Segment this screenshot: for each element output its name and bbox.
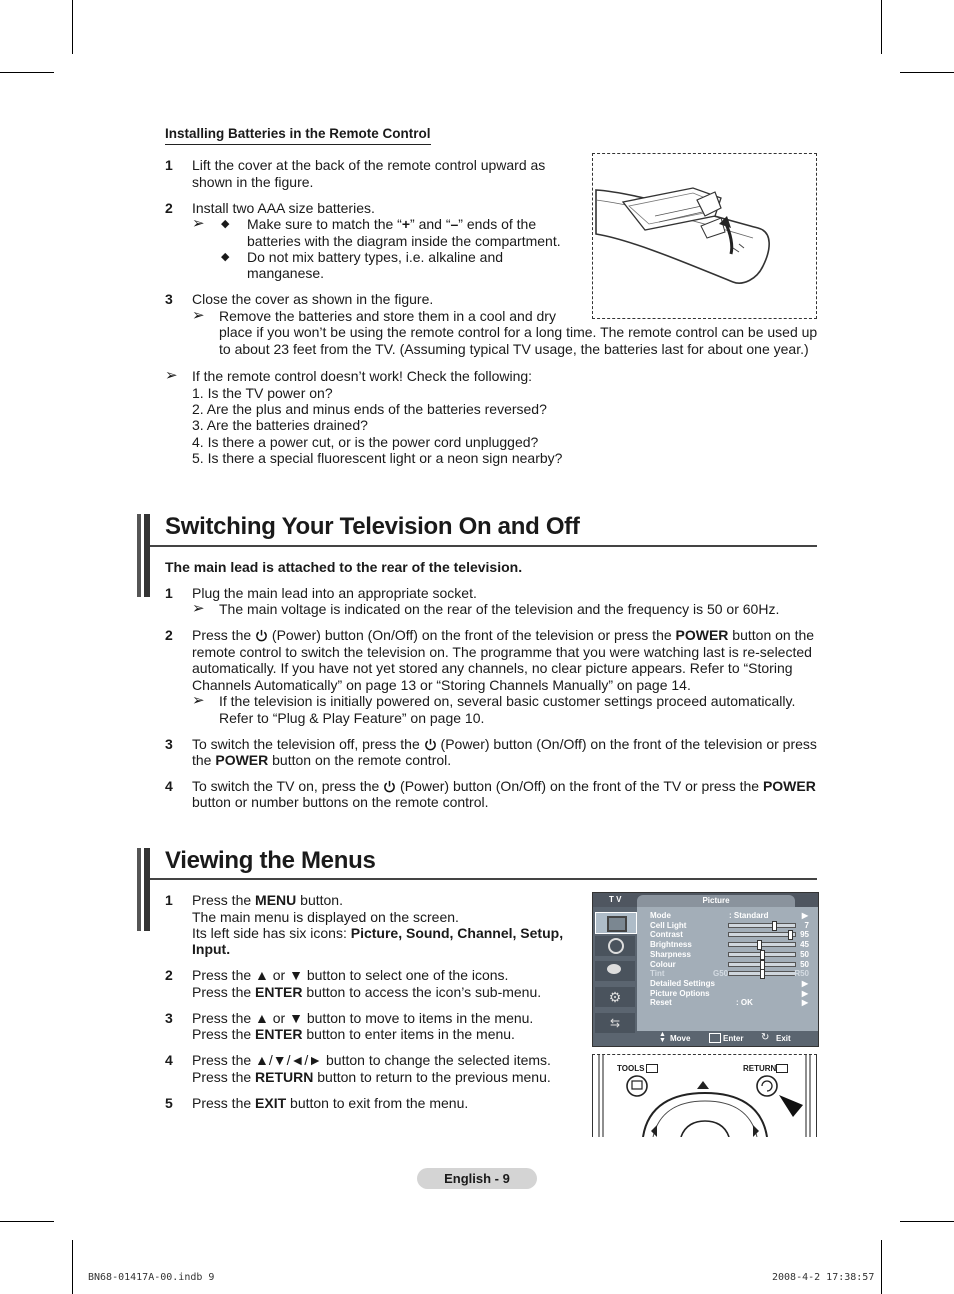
osd-slider-knob[interactable] (760, 950, 765, 960)
step-text: Lift the cover at the back of the remote control upward as (192, 157, 546, 173)
note-text: If the television is initially powered on, several basic customer settings proceed automatically. (219, 693, 796, 709)
step-number: 2 (165, 200, 173, 216)
sound-icon[interactable] (595, 936, 635, 956)
osd-slider[interactable] (728, 942, 796, 947)
step-text: To switch the TV on, press the (Power) button (On/Off) on the front of the TV or press the POWER (192, 778, 816, 794)
step-text: Channels Automatically” on page 13 or “Storing Channels Manually” on page 14. (192, 677, 691, 693)
right-arrow-icon: ▶ (801, 911, 808, 920)
check-text: 5. Is there a special fluorescent light or a neon sign nearby? (192, 450, 563, 466)
heading-bar (137, 848, 141, 931)
note-text: Remove the batteries and store them in a cool and dry (219, 308, 556, 324)
diamond-bullet-icon: ◆ (221, 218, 230, 230)
crop-mark (881, 0, 882, 54)
step-number: 1 (165, 585, 173, 601)
step-text: Its left side has six icons: Picture, Sound, Channel, Setup, (192, 925, 564, 941)
osd-row-value: 45 (800, 940, 809, 950)
step-text: Press the ENTER button to enter items in the menu. (192, 1026, 515, 1042)
check-text: 3. Are the batteries drained? (192, 417, 368, 433)
step-text: Press the MENU button. (192, 892, 343, 908)
osd-row-label[interactable]: Contrast (650, 930, 683, 940)
step-number: 4 (165, 1052, 173, 1068)
nav-move-label: Move (670, 1034, 691, 1043)
step-text: The main menu is displayed on the screen. (192, 909, 459, 925)
heading-rule (150, 878, 817, 880)
osd-slider-knob[interactable] (788, 930, 793, 940)
return-label: RETURN (743, 1064, 777, 1073)
note-text: The main voltage is indicated on the rear of the television and the frequency is 50 or 60Hz. (219, 601, 780, 617)
step-number: 3 (165, 1010, 173, 1026)
osd-row-value: 50 (800, 959, 809, 969)
osd-row-value: : OK (736, 998, 753, 1008)
step-number: 1 (165, 892, 173, 908)
osd-tab-tv: T V (609, 895, 622, 904)
heading-bar (144, 514, 150, 597)
note-text: Refer to “Plug & Play Feature” on page 10. (219, 710, 485, 726)
crop-mark (881, 1240, 882, 1294)
osd-slider[interactable] (728, 952, 796, 957)
step-text: Press the (Power) button (On/Off) on the front of the television or press the POWER button on the (192, 627, 815, 643)
step-text: Press the ▲/▼/◄/► button to change the selected items. (192, 1052, 551, 1068)
crop-mark (72, 0, 73, 54)
right-arrow-icon: ▶ (801, 978, 808, 988)
setup-icon[interactable]: ⚙ (595, 987, 635, 1007)
step-text: Plug the main lead into an appropriate socket. (192, 585, 477, 601)
bullet-text: Do not mix battery types, i.e. alkaline and (247, 249, 504, 265)
osd-slider[interactable] (728, 971, 796, 976)
osd-row-label[interactable]: Reset (650, 998, 672, 1008)
osd-row-value: 7 (804, 920, 809, 930)
osd-row-label[interactable]: Brightness (650, 940, 692, 950)
crop-mark (900, 1221, 954, 1222)
page-number-pill: English - 9 (417, 1168, 537, 1189)
osd-slider[interactable] (728, 932, 796, 937)
osd-slider[interactable] (728, 923, 796, 928)
nav-exit-label: Exit (776, 1034, 791, 1043)
return-icon (776, 1064, 788, 1073)
section-heading: Switching Your Television On and Off (165, 513, 580, 540)
osd-menu (592, 892, 819, 1047)
step-number: 4 (165, 778, 173, 794)
step-text: Install two AAA size batteries. (192, 200, 375, 216)
crop-mark (900, 72, 954, 73)
osd-slider-knob[interactable] (772, 921, 777, 931)
heading-rule (150, 545, 817, 547)
note-arrow-icon: ➢ (192, 215, 205, 232)
osd-row-label[interactable]: Picture Options (650, 988, 710, 998)
step-text: button or number buttons on the remote control. (192, 794, 489, 810)
check-text: 2. Are the plus and minus ends of the batteries reversed? (192, 401, 547, 417)
note-arrow-icon: ➢ (192, 600, 205, 617)
step-number: 1 (165, 157, 173, 173)
step-text: remote control to switch the television on. The programme that you were watching last is re-selected (192, 644, 812, 660)
crop-mark (0, 72, 54, 73)
enter-icon (709, 1033, 721, 1043)
step-text: the POWER button on the remote control. (192, 752, 452, 768)
power-icon (424, 738, 437, 751)
batteries-title: Installing Batteries in the Remote Control (165, 126, 431, 145)
right-arrow-icon: ▶ (801, 988, 808, 998)
picture-icon[interactable] (595, 912, 637, 934)
crop-mark (72, 1240, 73, 1294)
osd-row-value: R50 (794, 969, 809, 979)
osd-row-label[interactable]: Colour (650, 959, 676, 969)
step-number: 5 (165, 1095, 173, 1111)
heading-bar (144, 848, 150, 931)
osd-slider-knob[interactable] (760, 960, 765, 970)
step-number: 2 (165, 967, 173, 983)
step-number: 2 (165, 627, 173, 643)
section-subtitle: The main lead is attached to the rear of the television. (165, 559, 523, 575)
note-arrow-icon: ➢ (192, 307, 205, 324)
osd-slider-knob[interactable] (757, 940, 762, 950)
bullet-text: manganese. (247, 265, 325, 281)
diamond-bullet-icon: ◆ (221, 251, 230, 263)
step-text: Close the cover as shown in the figure. (192, 291, 434, 307)
step-text: Press the ▲ or ▼ button to select one of the icons. (192, 967, 509, 983)
osd-row-value: : Standard (729, 911, 769, 920)
step-text: Press the ENTER button to access the icon’s sub-menu. (192, 984, 542, 1000)
check-text: If the remote control doesn’t work! Check the following: (192, 368, 533, 384)
osd-row-label[interactable]: Sharpness (650, 949, 691, 959)
exit-icon: ↻ (761, 1032, 770, 1043)
osd-row-label[interactable]: Tint (650, 969, 665, 979)
nav-enter-label: Enter (723, 1034, 744, 1043)
channel-icon[interactable] (595, 961, 635, 981)
heading-bar (137, 514, 141, 597)
check-text: 1. Is the TV power on? (192, 385, 333, 401)
tools-icon (646, 1064, 658, 1073)
osd-row-value: 95 (800, 930, 809, 940)
osd-row-value: 50 (800, 949, 809, 959)
bullet-text: Make sure to match the “+” and “–” ends of the (247, 216, 537, 232)
bullet-text: batteries with the diagram inside the compartment. (247, 233, 561, 249)
right-arrow-icon: ▶ (801, 998, 808, 1008)
osd-row-label[interactable]: Mode (650, 911, 671, 920)
footer-date: 2008-4-2 17:38:57 (772, 1272, 875, 1283)
osd-row-left-value: G50 (713, 969, 729, 979)
step-text: automatically. If you have not yet stored any channels, no clear picture appears. Refer to “Storing (192, 660, 793, 676)
check-text: 4. Is there a power cut, or is the power cord unplugged? (192, 434, 539, 450)
osd-slider-knob[interactable] (760, 969, 765, 979)
note-text: to about 23 feet from the TV. (Assuming typical TV usage, the batteries last for about one year.) (219, 341, 809, 357)
crop-mark (0, 1221, 54, 1222)
tools-label: TOOLS (617, 1064, 645, 1073)
note-text: place if you won’t be using the remote control for a long time. The remote control can be used up (219, 324, 818, 340)
step-text: To switch the television off, press the (Power) button (On/Off) on the front of the television or press (192, 736, 817, 752)
step-text: Press the EXIT button to exit from the menu. (192, 1095, 469, 1111)
step-number: 3 (165, 736, 173, 752)
step-text: Press the ▲ or ▼ button to move to items in the menu. (192, 1010, 534, 1026)
note-arrow-icon: ➢ (192, 692, 205, 709)
osd-row-label[interactable]: Cell Light (650, 920, 687, 930)
step-text: Press the RETURN button to return to the previous menu. (192, 1069, 551, 1085)
step-text: Input. (192, 941, 231, 957)
remote-battery-illustration (592, 153, 817, 319)
remote-buttons-illustration (592, 1054, 817, 1137)
osd-tab-title: Picture (637, 895, 795, 907)
footer-file: BN68-01417A-00.indb 9 (88, 1272, 215, 1283)
step-text: shown in the figure. (192, 174, 314, 190)
step-number: 3 (165, 291, 173, 307)
move-icon: ▲ ▼ (659, 1031, 666, 1044)
osd-row-label[interactable]: Detailed Settings (650, 978, 715, 988)
power-icon (383, 780, 396, 793)
power-icon (255, 629, 268, 642)
note-arrow-icon: ➢ (165, 367, 178, 384)
section-heading: Viewing the Menus (165, 847, 376, 874)
input-icon[interactable]: ⇆ (595, 1013, 635, 1033)
osd-slider[interactable] (728, 962, 796, 967)
